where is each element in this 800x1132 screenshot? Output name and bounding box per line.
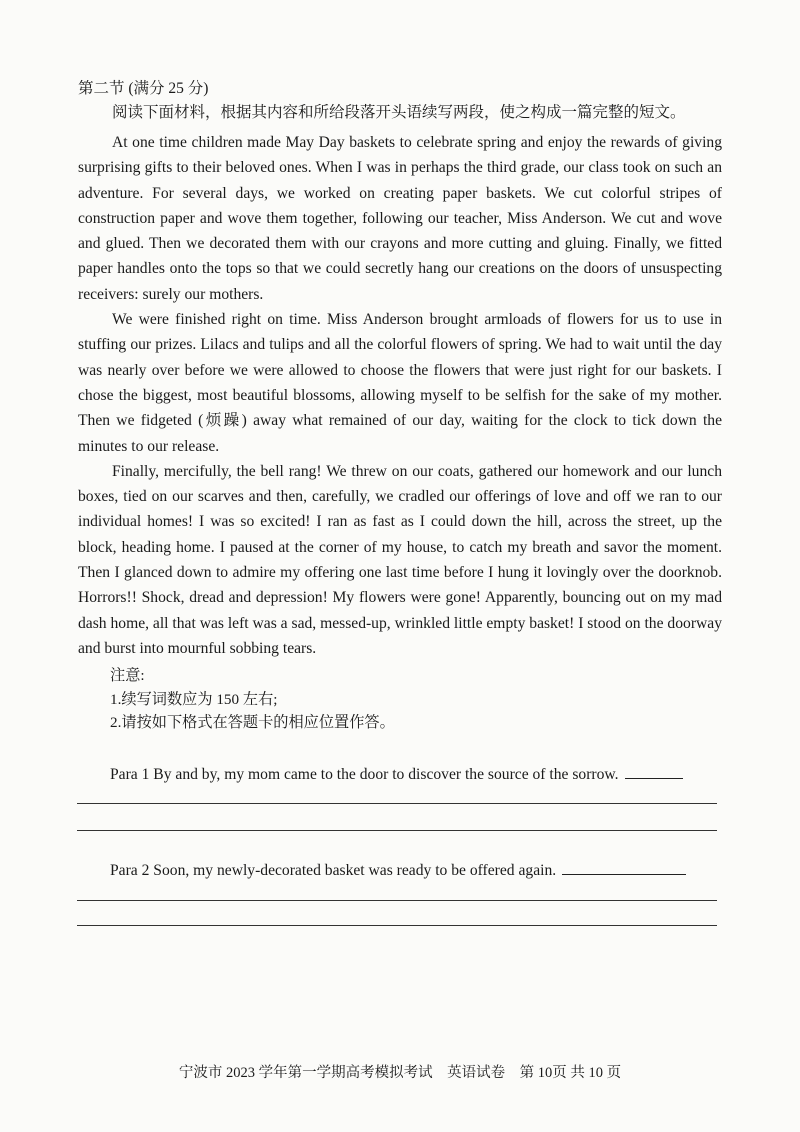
para2-answer-line-1[interactable] xyxy=(77,900,717,901)
notes-block xyxy=(110,664,395,735)
section-title: 第二节 (满分 25 分) xyxy=(78,80,209,97)
notes-item-1: 1.续写词数应为 150 左右; xyxy=(110,690,278,708)
para2-answer-blank[interactable] xyxy=(562,860,686,875)
para1-answer-blank[interactable] xyxy=(625,764,683,779)
notes-heading: 注意: xyxy=(110,667,145,684)
passage-paragraph-3: Finally, mercifully, the bell rang! We threw on our coats, gathered our homework and our lunch boxes, tied on our scarves and then, carefully, we cradled our offerings of love and off we ran to our individual homes! I was so excited! I ran as fast as I could down the hill, across the street, up the block, heading home. I paused at the corner of my house, to catch my breath and savor the moment. Then I glanced down to admire my offering one last time before I hung it lovingly over the doorknob. Horrors!! Shock, dread and depression! My flowers were gone! Apparently, bouncing out on my mad dash home, all that was left was a sad, messed-up, wrinkled little empty basket! I stood on the doorway and burst into mournful sobbing tears. xyxy=(78,462,722,657)
para2-answer-line-2[interactable] xyxy=(77,925,717,926)
para2-prompt: Para 2 Soon, my newly-decorated basket was ready to be offered again. xyxy=(110,862,557,879)
section-instructions: 阅读下面材料，根据其内容和所给段落开头语续写两段，使之构成一篇完整的短文。 xyxy=(112,104,686,121)
para1-prompt: Para 1 By and by, my mom came to the door to discover the source of the sorrow. xyxy=(110,766,619,783)
passage-paragraph-1: At one time children made May Day baskets to celebrate spring and enjoy the rewards of giving surprising gifts to their beloved ones. When I was in perhaps the third grade, our class took on such an adventure. For several days, we worked on creating paper baskets. We cut colorful stripes of construction paper and wove them together, following our teacher, Miss Anderson. We cut and wove and glued. Then we decorated them with our crayons and more cutting and gluing. Finally, we fitted paper handles onto the tops so that we could secretly hang our creations on the doors of unsuspecting receivers: surely our mothers. xyxy=(78,134,722,303)
para2-prompt-line xyxy=(110,860,720,880)
reading-passage xyxy=(78,130,722,661)
para1-answer-line-1[interactable] xyxy=(77,803,717,804)
para1-answer-line-2[interactable] xyxy=(77,830,717,831)
page-footer: 宁波市 2023 学年第一学期高考模拟考试 英语试卷 第 10页 共 10 页 xyxy=(178,1065,622,1081)
passage-paragraph-2: We were finished right on time. Miss Anderson brought armloads of flowers for us to use in stuffing our prizes. Lilacs and tulips and all the colorful flowers of spring. We had to wait until the day was nearly over before we were allowed to choose the flowers that were just right for our baskets. I chose the biggest, most beautiful blossoms, allowing myself to be selfish for the sake of my mother. Then we fidgeted (烦躁) away what remained of our day, waiting for the clock to tick down the minutes to our release. xyxy=(78,311,722,455)
para1-prompt-line xyxy=(110,764,720,784)
notes-item-2: 2.请按如下格式在答题卡的相应位置作答。 xyxy=(110,714,395,731)
